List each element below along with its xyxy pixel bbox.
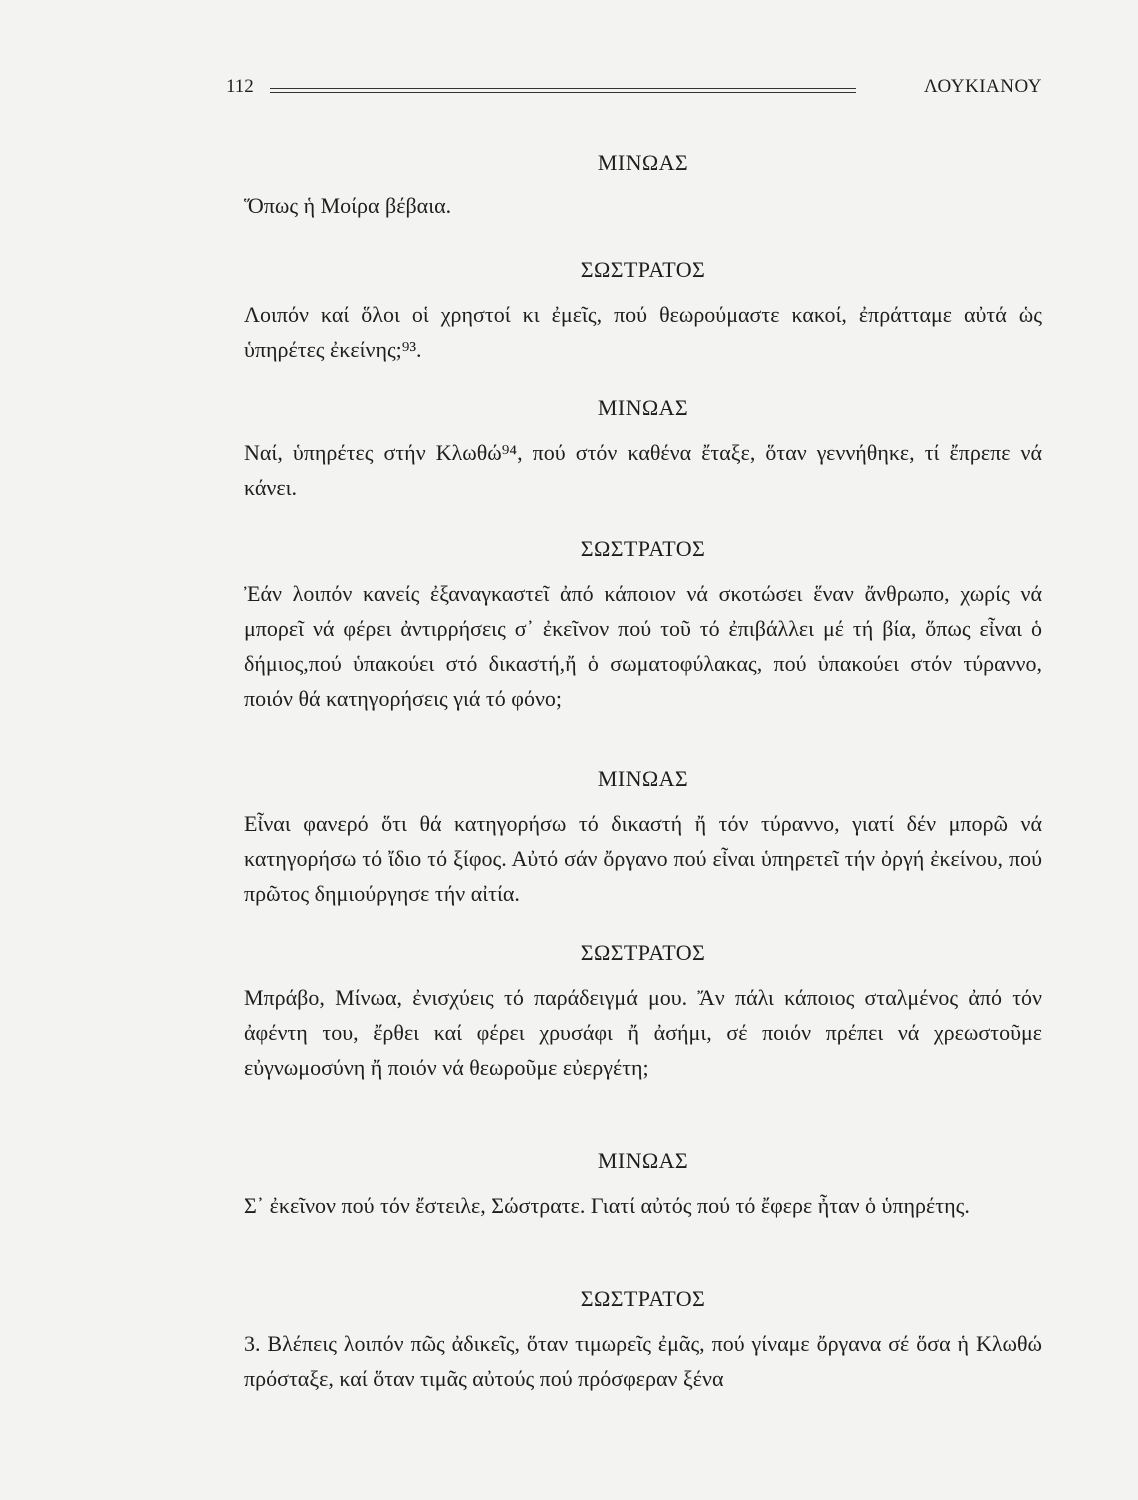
header-rule bbox=[270, 88, 856, 93]
page-number: 112 bbox=[226, 76, 254, 97]
dialogue-block-6 bbox=[244, 938, 1042, 1085]
speech-text: Εἶναι φανερό ὅτι θά κατηγορήσω τό δικαστή ἤ τόν τύραννο, γιατί δέν μπορῶ νά κατηγορήσω τό ἴδιο τό ξίφος. Αὐτό σάν ὄργανο πού εἶναι ὑπηρετεῖ τήν ὀργή ἐκείνου, πού πρῶτος δημιούργησε τήν αἰτία. bbox=[244, 811, 1042, 906]
speaker-name: ΣΩΣΤΡΑΤΟΣ bbox=[580, 536, 706, 561]
speech-text: Λοιπόν καί ὅλοι οἱ χρηστοί κι ἐμεῖς, πού θεωρούμαστε κακοί, ἐπράτταμε αὐτά ὡς ὑπηρέτες ἐκείνης;⁹³. bbox=[244, 302, 1042, 362]
running-title: ΛΟΥΚΙΑΝΟΥ bbox=[924, 76, 1042, 97]
dialogue-block-8 bbox=[244, 1284, 1042, 1396]
dialogue-block-1 bbox=[244, 148, 1042, 223]
speaker-name: ΣΩΣΤΡΑΤΟΣ bbox=[580, 1286, 706, 1311]
dialogue-block-3 bbox=[244, 393, 1042, 505]
speech-text: Σ᾽ ἐκεῖνον πού τόν ἔστειλε, Σώστρατε. Γιατί αὐτός πού τό ἔφερε ἦταν ὁ ὑπηρέτης. bbox=[244, 1193, 970, 1218]
dialogue-block-2 bbox=[244, 255, 1042, 367]
speech-text: Ναί, ὑπηρέτες στήν Κλωθώ⁹⁴, πού στόν καθένα ἔταξε, ὅταν γεννήθηκε, τί ἔπρεπε νά κάνει. bbox=[244, 440, 1042, 500]
speech-text: Μπράβο, Μίνωα, ἐνισχύεις τό παράδειγμά μου. Ἄν πάλι κάποιος σταλμένος ἀπό τόν ἀφέντη του, ἔρθει καί φέρει χρυσάφι ἤ ἀσήμι, σέ ποιόν πρέπει νά χρεωστοῦμε εὐγνωμοσύνη ἤ ποιόν νά θεωροῦμε εὐεργέτη; bbox=[244, 985, 1042, 1080]
speaker-name: ΜΙΝΩΑΣ bbox=[597, 395, 689, 420]
speaker-name: ΣΩΣΤΡΑΤΟΣ bbox=[580, 257, 706, 282]
dialogue-block-4 bbox=[244, 534, 1042, 716]
page-header bbox=[226, 76, 1042, 106]
speaker-name: ΜΙΝΩΑΣ bbox=[597, 150, 689, 175]
speaker-name: ΣΩΣΤΡΑΤΟΣ bbox=[580, 940, 706, 965]
speaker-name: ΜΙΝΩΑΣ bbox=[597, 1148, 689, 1173]
dialogue-block-5 bbox=[244, 764, 1042, 911]
speech-text: Ἐάν λοιπόν κανείς ἐξαναγκαστεῖ ἀπό κάποιον νά σκοτώσει ἕναν ἄνθρωπο, χωρίς νά μπορεῖ νά φέρει ἀντιρρήσεις σ᾽ ἐκεῖνον πού τοῦ τό ἐπιβάλλει μέ τή βία, ὅπως εἶναι ὁ δήμιος,πού ὑπακούει στό δικαστή,ἤ ὁ σωματοφύλακας, πού ὑπακούει στόν τύραννο, ποιόν θά κατηγορήσεις γιά τό φόνο; bbox=[244, 581, 1042, 711]
speech-text: Ὅπως ἡ Μοίρα βέβαια. bbox=[244, 193, 452, 218]
dialogue-block-7 bbox=[244, 1146, 1042, 1223]
speaker-name: ΜΙΝΩΑΣ bbox=[597, 766, 689, 791]
speech-text: 3. Βλέπεις λοιπόν πῶς ἀδικεῖς, ὅταν τιμωρεῖς ἐμᾶς, πού γίναμε ὄργανα σέ ὅσα ἡ Κλωθώ πρόσταξε, καί ὅταν τιμᾶς αὐτούς πού πρόσφεραν ξένα bbox=[244, 1331, 1042, 1391]
